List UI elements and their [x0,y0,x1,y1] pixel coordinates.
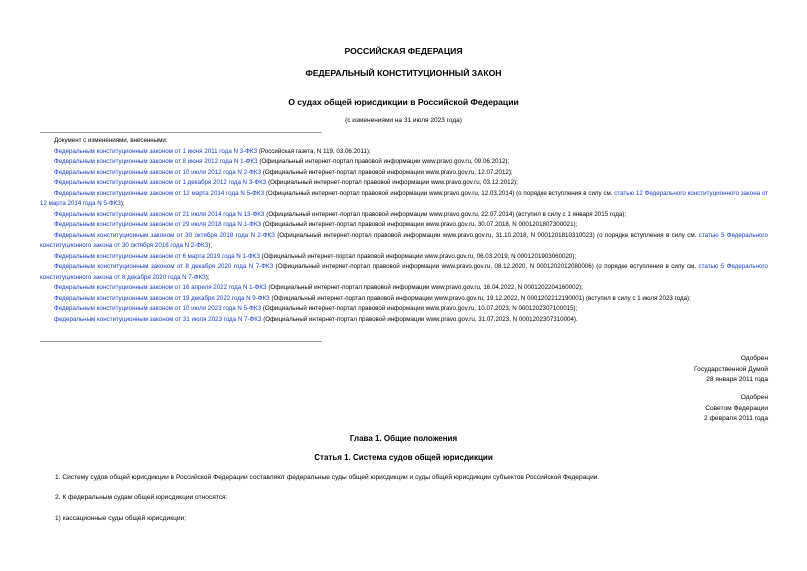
amendment-law-link[interactable]: Федеральным конституционным законом от 8 июня 2012 года N 1-ФКЗ [54,158,258,165]
approval-duma [694,354,768,386]
approval-line: 28 января 2011 года [706,376,768,383]
amendment-item [40,157,768,168]
amendment-item [40,315,768,326]
approval-line: Государственной Думой [694,365,768,373]
amendment-law-link[interactable]: Федеральным конституционным законом от 21 июля 2014 года N 13-ФКЗ [54,210,265,218]
amendments-intro: Документ с изменениями, внесенными: [54,137,168,144]
amendment-suffix: ); [120,200,125,207]
amendment-source: (Официальный интернет-портал правовой информации www.pravo.gov.ru, 10.07.2023, N 0001202307100015); [261,305,578,312]
amendment-law-link[interactable]: Федеральным конституционным законом от 1 июня 2011 года N 3-ФКЗ [54,147,258,155]
amendment-source: (Официальный интернет-портал правовой информации www.pravo.gov.ru, 09.06.2012); [257,158,510,165]
approval-federation-council [704,393,768,425]
amendment-law-link[interactable]: Федеральным конституционным законом от 29 июля 2018 года N 1-ФКЗ [54,221,262,228]
amendment-law-link[interactable]: Федеральным конституционным законом от 1 декабря 2012 года N 3-ФКЗ [54,179,267,186]
chapter-heading: Глава 1. Общие положения [349,434,458,443]
approval-line: Советом Федерации [705,404,768,412]
amendment-source: (Официальный интернет-портал правовой информации www.pravo.gov.ru, 08.12.2020, N 0001202012080006) (о порядке вступления в силу см. [273,263,699,270]
amendment-law-link[interactable]: Федеральным конституционным законом от 12 марта 2014 года N 5-ФКЗ [54,189,265,197]
amendment-law-link[interactable]: Федеральным конституционным законом от 30 октября 2018 года N 2-ФКЗ [54,231,275,239]
paragraph-2: 2. К федеральным судам общей юрисдикции относятся: [55,494,228,501]
amendment-source: (Официальный интернет-портал правовой информации www.pravo.gov.ru, 30.07.2018, N 0001201807300021); [261,221,578,228]
amendment-law-link[interactable]: Федеральным конституционным законом от 19 декабря 2022 года N 9-ФКЗ [54,294,270,302]
amendment-article-link[interactable]: статью 12 Федерального конституционного закона от 12 марта 2014 года N 5-ФКЗ [40,189,768,207]
law-type-heading: ФЕДЕРАЛЬНЫЙ КОНСТИТУЦИОННЫЙ ЗАКОН [305,68,502,78]
amendment-law-link[interactable]: Федеральным конституционным законом от 6 марта 2019 года N 1-ФКЗ [54,252,260,260]
amendment-item [40,147,768,158]
amendment-source: (Официальный интернет-портал правовой информации www.pravo.gov.ru, 12.03.2014) (о порядке вступления в силу см. [264,189,615,197]
amendment-law-link[interactable]: Федеральным конституционным законом от 10 июля 2012 года N 2-ФКЗ [54,168,262,176]
amendment-item [40,189,768,210]
amendment-item [40,283,768,294]
amendment-law-link[interactable]: Федеральным конституционным законом от 16 апреля 2022 года N 1-ФКЗ [54,284,267,291]
amendment-suffix: ); [208,242,213,249]
amendments-list [40,136,768,325]
amendment-item [40,178,768,189]
amendment-source: (Официальный интернет-портал правовой информации www.pravo.gov.ru, 31.07.2023, N 0001202307310004). [261,315,578,323]
amendment-law-link[interactable]: федеральным конституционным законом от 31 июля 2023 года N 7-ФКЗ [54,315,262,323]
amendment-source: (Официальный интернет-портал правовой информации www.pravo.gov.ru, 19.12.2022, N 0001202212190001) (вступил в силу с 1 июля 2023 года); [269,294,691,302]
edition-note: (с изменениями на 31 июля 2023 года) [345,117,462,124]
amendment-source: (Официальный интернет-портал правовой информации www.pravo.gov.ru, 03.12.2012); [266,179,518,186]
amendment-item [40,220,768,231]
amendment-article-link[interactable]: статью 5 Федерального конституционного закона от 8 декабря 2020 года N 7-ФКЗ [40,263,768,281]
paragraph-3: 1) кассационные суды общей юрисдикции; [55,515,187,522]
article-heading: Статья 1. Система судов общей юрисдикции [314,453,493,462]
amendment-article-link[interactable]: статью 5 Федерального конституционного закона от 30 октября 2018 года N 2-ФКЗ [40,231,768,249]
amendment-source: (Официальный интернет-портал правовой информации www.pravo.gov.ru, 16.04.2022, N 0001202204160002); [266,284,583,291]
amendment-law-link[interactable]: Федеральным конституционным законом от 8 декабря 2020 года N 7-ФКЗ [54,263,274,270]
divider-bottom [40,341,322,342]
amendment-item [40,168,768,179]
amendment-item [40,294,768,305]
amendment-item [40,210,768,221]
country-heading: РОССИЙСКАЯ ФЕДЕРАЦИЯ [344,46,463,56]
document-title: О судах общей юрисдикции в Российской Федерации [288,97,519,107]
divider-top [40,132,322,133]
amendment-item [40,252,768,263]
amendment-source: (Официальный интернет-портал правовой информации www.pravo.gov.ru, 31.10.2018, N 0001201810310023) (о порядке вступления в силу см. [274,231,699,239]
amendment-source: (Официальный интернет-портал правовой информации www.pravo.gov.ru, 22.07.2014) (вступил в силу с 1 января 2015 года); [264,210,627,218]
amendment-suffix: ); [205,273,210,281]
amendment-source: (Официальный интернет-портал правовой информации www.pravo.gov.ru, 06.03.2019, N 0001201903060020); [259,252,577,260]
amendment-item [40,231,768,252]
approval-line: Одобрен [740,394,768,401]
amendment-source: (Официальный интернет-портал правовой информации www.pravo.gov.ru, 12.07.2012); [261,168,513,176]
approval-line: Одобрен [740,355,768,362]
amendment-source: (Российская газета, N 119, 03.06.2011); [257,147,371,155]
amendment-law-link[interactable]: Федеральным конституционным законом от 10 июля 2023 года N 5-ФКЗ [54,305,262,312]
amendments-items [40,147,768,326]
approval-line: 2 февраля 2011 года [704,415,768,422]
amendment-item [40,304,768,315]
paragraph-1: 1. Систему судов общей юрисдикции в Российской Федерации составляют федеральные суды общей юрисдикции и суды общей юрисдикции субъектов Российской Федерации. [55,474,600,481]
amendment-item [40,262,768,283]
